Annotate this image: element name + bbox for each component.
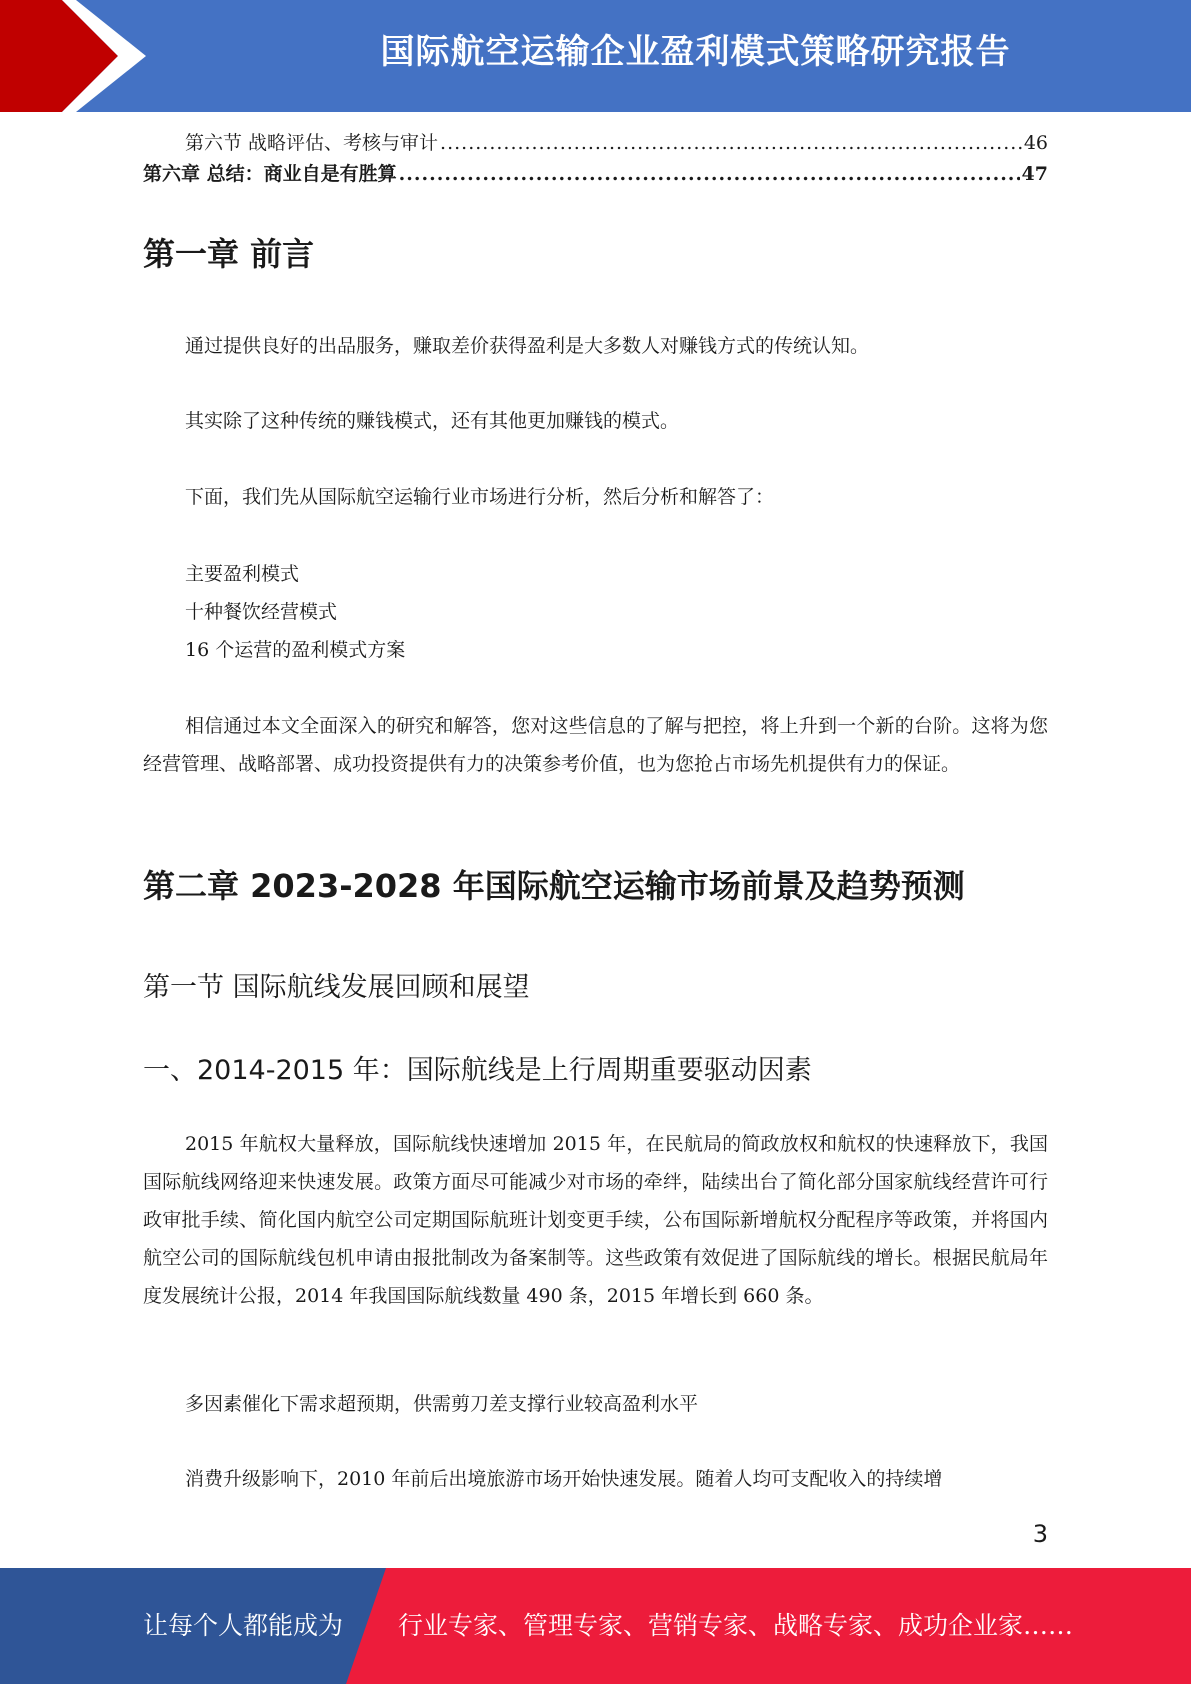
paragraph: 多因素催化下需求超预期，供需剪刀差支撑行业较高盈利水平 [185, 1393, 699, 1415]
page-number: 3 [1032, 1520, 1048, 1548]
footer-slogan-right: 行业专家、管理专家、营销专家、战略专家、成功企业家…… [398, 1611, 1074, 1640]
subsection-heading: 一、2014-2015 年：国际航线是上行周期重要驱动因素 [143, 1055, 812, 1086]
toc [143, 128, 1048, 190]
toc-entry-text: 第六章 总结：商业自是有胜算 [143, 163, 397, 185]
toc-leader-dots [440, 128, 1022, 159]
list-item: 主要盈利模式 [185, 563, 300, 585]
toc-leader-dots [399, 159, 1020, 190]
footer-slogan-left: 让每个人都能成为 [143, 1611, 344, 1640]
report-title: 国际航空运输企业盈利模式策略研究报告 [380, 32, 1011, 72]
list-item: 十种餐饮经营模式 [185, 601, 338, 623]
paragraph: 相信通过本文全面深入的研究和解答，您对这些信息的了解与把控，将上升到一个新的台阶。这将为您经营管理、战略部署、成功投资提供有力的决策参考价值，也为您抢占市场先机提供有力的保证。 [143, 715, 1048, 775]
toc-entry-text: 第六节 战略评估、考核与审计 [185, 132, 439, 154]
paragraph: 通过提供良好的出品服务，赚取差价获得盈利是大多数人对赚钱方式的传统认知。 [185, 335, 870, 357]
chapter-heading: 第一章 前言 [143, 235, 315, 273]
chapter-heading: 第二章 2023-2028 年国际航空运输市场前景及趋势预测 [143, 867, 965, 905]
paragraph: 下面，我们先从国际航空运输行业市场进行分析，然后分析和解答了： [185, 486, 775, 508]
page-header [0, 0, 1191, 112]
toc-entry[interactable] [143, 128, 1048, 159]
paragraph: 2015 年航权大量释放，国际航线快速增加 2015 年，在民航局的简政放权和航权的快速释放下，我国国际航线网络迎来快速发展。政策方面尽可能减少对市场的牵绊，陆续出台了简化部分国家航线经营许可行政审批手续、简化国内航空公司定期国际航班计划变更手续，公布国际新增航权分配程序等政策，并将国内航空公司的国际航线包机申请由报批制改为备案制等。这些政策有效促进了国际航线的增长。根据民航局年度发展统计公报，2014 年我国国际航线数量 490 条，2015 年增长到 660 条。 [143, 1133, 1048, 1307]
toc-entry-page: 46 [1023, 132, 1048, 154]
paragraph: 其实除了这种传统的赚钱模式，还有其他更加赚钱的模式。 [185, 410, 680, 432]
paragraph: 消费升级影响下，2010 年前后出境旅游市场开始快速发展。随着人均可支配收入的持续增 [185, 1468, 943, 1490]
toc-entry[interactable] [143, 159, 1048, 190]
section-heading: 第一节 国际航线发展回顾和展望 [143, 972, 530, 1003]
page-footer [0, 1568, 1191, 1684]
list-item: 16 个运营的盈利模式方案 [185, 639, 406, 661]
toc-entry-page: 47 [1021, 163, 1048, 185]
